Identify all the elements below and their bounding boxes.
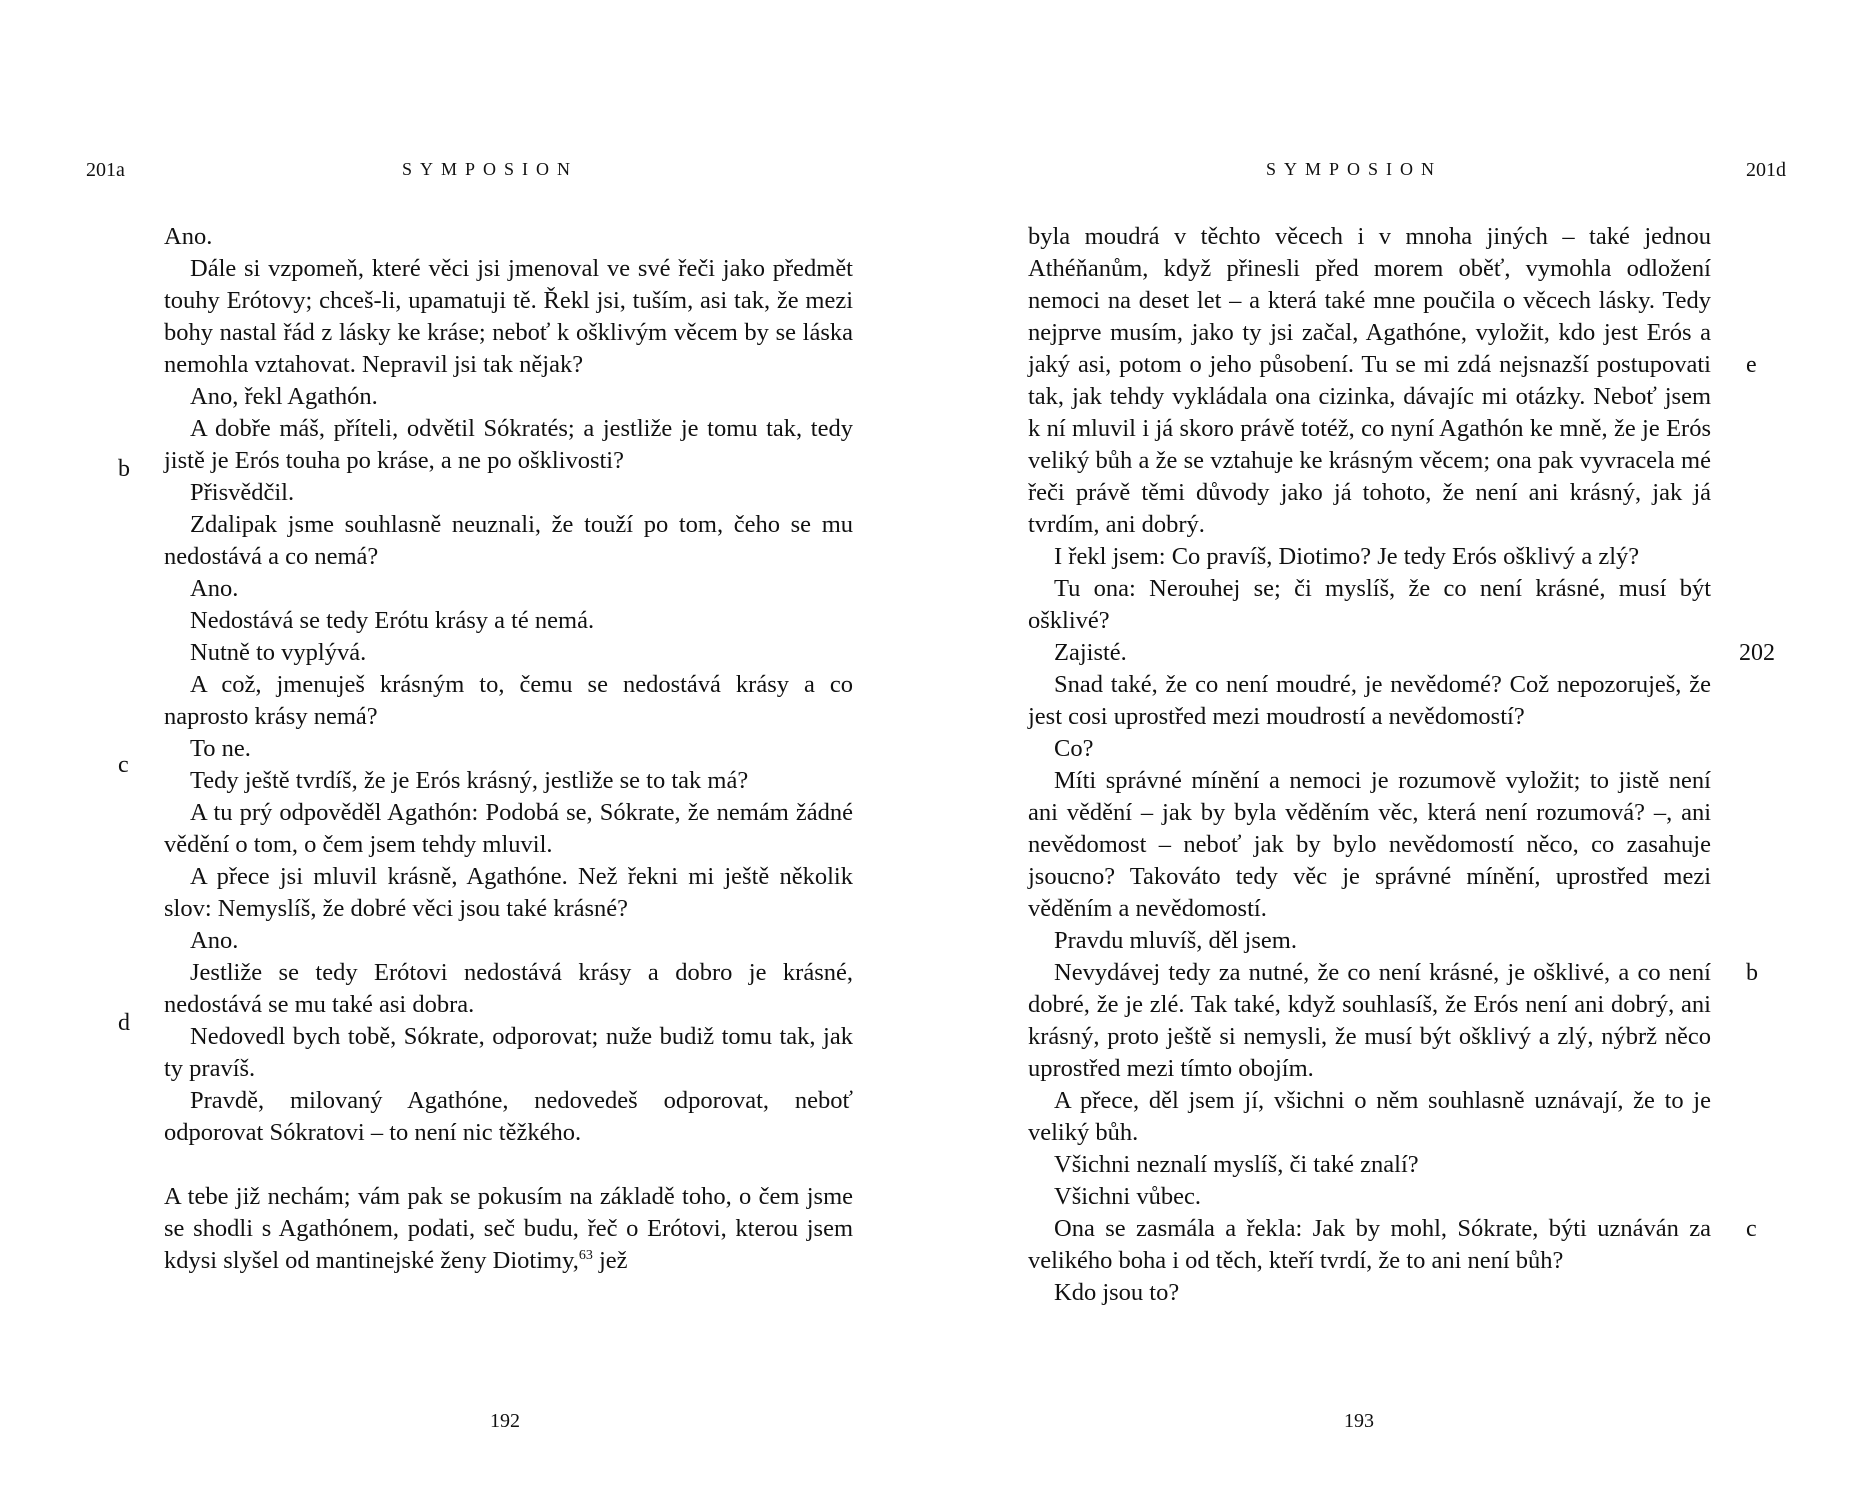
section-reference: 201a: [86, 159, 125, 181]
body-text: [164, 221, 853, 1277]
paragraph: Tedy ještě tvrdíš, že je Erós krásný, jestliže se to tak má?: [190, 767, 749, 794]
paragraph: byla moudrá v těchto věcech i v mnoha jiných – také jednou Athéňanům, když přinesli před morem oběť, vymohla odložení nemoci na deset let – a která také mne poučila o věcech lásky. Tedy nejprve musím, jako ty jsi začal, Agathóne, vyložit, kdo jest Erós a jaký asi, potom o jeho působení. Tu se mi zdá nejsnazší postupovati tak, jak tehdy vykládala ona cizinka, dávajíc mi otázky. Neboť jsem k ní mluvil i já skoro právě totéž, co nyní Agathón ke mně, že je Erós veliký bůh a že se vztahuje ke krásným věcem; ona pak vyvracela mé řeči právě těmi důvody jako já tohoto, že není ani krásný, jak já tvrdím, ani dobrý.: [1028, 223, 1711, 538]
paragraph: Nedovedl bych tobě, Sókrate, odporovat; nuže budiž tomu tak, jak ty pravíš.: [164, 1023, 853, 1082]
paragraph: A což, jmenuješ krásným to, čemu se nedostává krásy a co naprosto krásy nemá?: [164, 671, 853, 730]
margin-marker: c: [118, 752, 129, 778]
paragraph: Ano.: [190, 575, 239, 602]
paragraph: Ano.: [164, 223, 213, 250]
paragraph: Dále si vzpomeň, které věci jsi jmenoval ve své řeči jako předmět touhy Erótovy; chceš-li, upamatuji tě. Řekl jsi, tuším, asi tak, že mezi bohy nastal řád z lásky ke kráse; neboť k ošklivým věcem by se láska nemohla vztahovat. Nepravil jsi tak nějak?: [164, 255, 853, 378]
paragraph: Nevydávej tedy za nutné, že co není krásné, je ošklivé, a co není dobré, že je zlé. Tak také, když souhlasíš, že Erós není ani dobrý, ani krásný, proto ještě si nemysli, že musí být ošklivý a zlý, nýbrž něco uprostřed mezi tímto obojím.: [1028, 959, 1711, 1082]
paragraph-text: A tebe již nechám; vám pak se pokusím na základě toho, o čem jsme se shodli s Agathónem, podati, seč budu, řeč o Erótovi, kterou jsem kdysi slyšel od mantinejské ženy Diotimy,: [164, 1183, 853, 1274]
section-reference: 201d: [1746, 159, 1786, 181]
paragraph: Ano.: [190, 927, 239, 954]
paragraph: Ona se zasmála a řekla: Jak by mohl, Sókrate, býti uznáván za velikého boha i od těch, kteří tvrdí, že to ani není bůh?: [1028, 1215, 1711, 1274]
paragraph: Nedostává se tedy Erótu krásy a té nemá.: [190, 607, 595, 634]
paragraph: Pravdě, milovaný Agathóne, nedovedeš odporovat, neboť odporovat Sókratovi – to není nic těžkého.: [164, 1087, 853, 1146]
margin-marker: d: [118, 1010, 130, 1036]
paragraph: Jestliže se tedy Erótovi nedostává krásy a dobro je krásné, nedostává se mu také asi dobra.: [164, 959, 853, 1018]
paragraph-text: jež: [592, 1247, 628, 1274]
paragraph: A tu prý odpověděl Agathón: Podobá se, Sókrate, že nemám žádné vědění o tom, o čem jsem tehdy mluvil.: [164, 799, 853, 858]
page-number: 193: [1344, 1410, 1374, 1432]
paragraph: Všichni vůbec.: [1054, 1183, 1201, 1210]
paragraph: Míti správné mínění a nemoci je rozumově vyložit; to jistě není ani vědění – jak by byla věděním věc, která není rozumová? –, ani nevědomost – neboť jak by bylo nevědomostí něco, co zasahuje jsoucno? Takováto tedy věc je správné mínění, uprostřed mezi věděním a nevědomostí.: [1028, 767, 1711, 922]
paragraph: A dobře máš, příteli, odvětil Sókratés; a jestliže je tomu tak, tedy jistě je Erós touha po kráse, a ne po ošklivosti?: [164, 415, 853, 474]
paragraph: A přece, děl jsem jí, všichni o něm souhlasně uznávají, že to je veliký bůh.: [1028, 1087, 1711, 1146]
margin-marker: b: [1746, 960, 1758, 986]
paragraph: Zajisté.: [1054, 639, 1127, 666]
margin-marker: c: [1746, 1216, 1757, 1242]
paragraph: Nutně to vyplývá.: [190, 639, 367, 666]
paragraph: I řekl jsem: Co pravíš, Diotimo? Je tedy Erós ošklivý a zlý?: [1054, 543, 1640, 570]
footnote-reference[interactable]: 63: [578, 1247, 593, 1263]
margin-marker: b: [118, 456, 130, 482]
paragraph: Ano, řekl Agathón.: [190, 383, 378, 410]
paragraph: Zdalipak jsme souhlasně neuznali, že touží po tom, čeho se mu nedostává a co nemá?: [164, 511, 853, 570]
running-head: SYMPOSION: [1266, 159, 1443, 179]
paragraph: Všichni neznalí myslíš, či také znalí?: [1054, 1151, 1419, 1178]
paragraph: Snad také, že co není moudré, je nevědomé? Což nepozoruješ, že jest cosi uprostřed mezi moudrostí a nevědomostí?: [1028, 671, 1711, 730]
right-page: [931, 0, 1862, 1501]
margin-marker: 202: [1739, 640, 1775, 666]
running-head: SYMPOSION: [402, 159, 579, 179]
paragraph: A přece jsi mluvil krásně, Agathóne. Než řekni mi ještě několik slov: Nemyslíš, že dobré věci jsou také krásné?: [164, 863, 853, 922]
paragraph: Kdo jsou to?: [1054, 1279, 1180, 1306]
paragraph: Co?: [1054, 735, 1094, 762]
paragraph: [164, 1181, 853, 1277]
paragraph: Pravdu mluvíš, děl jsem.: [1054, 927, 1297, 954]
paragraph: Tu ona: Nerouhej se; či myslíš, že co není krásné, musí být ošklivé?: [1028, 575, 1711, 634]
paragraph: To ne.: [190, 735, 251, 762]
page-number: 192: [490, 1410, 520, 1432]
margin-marker: e: [1746, 352, 1757, 378]
body-text: [1028, 221, 1711, 1309]
paragraph: Přisvědčil.: [190, 479, 295, 506]
